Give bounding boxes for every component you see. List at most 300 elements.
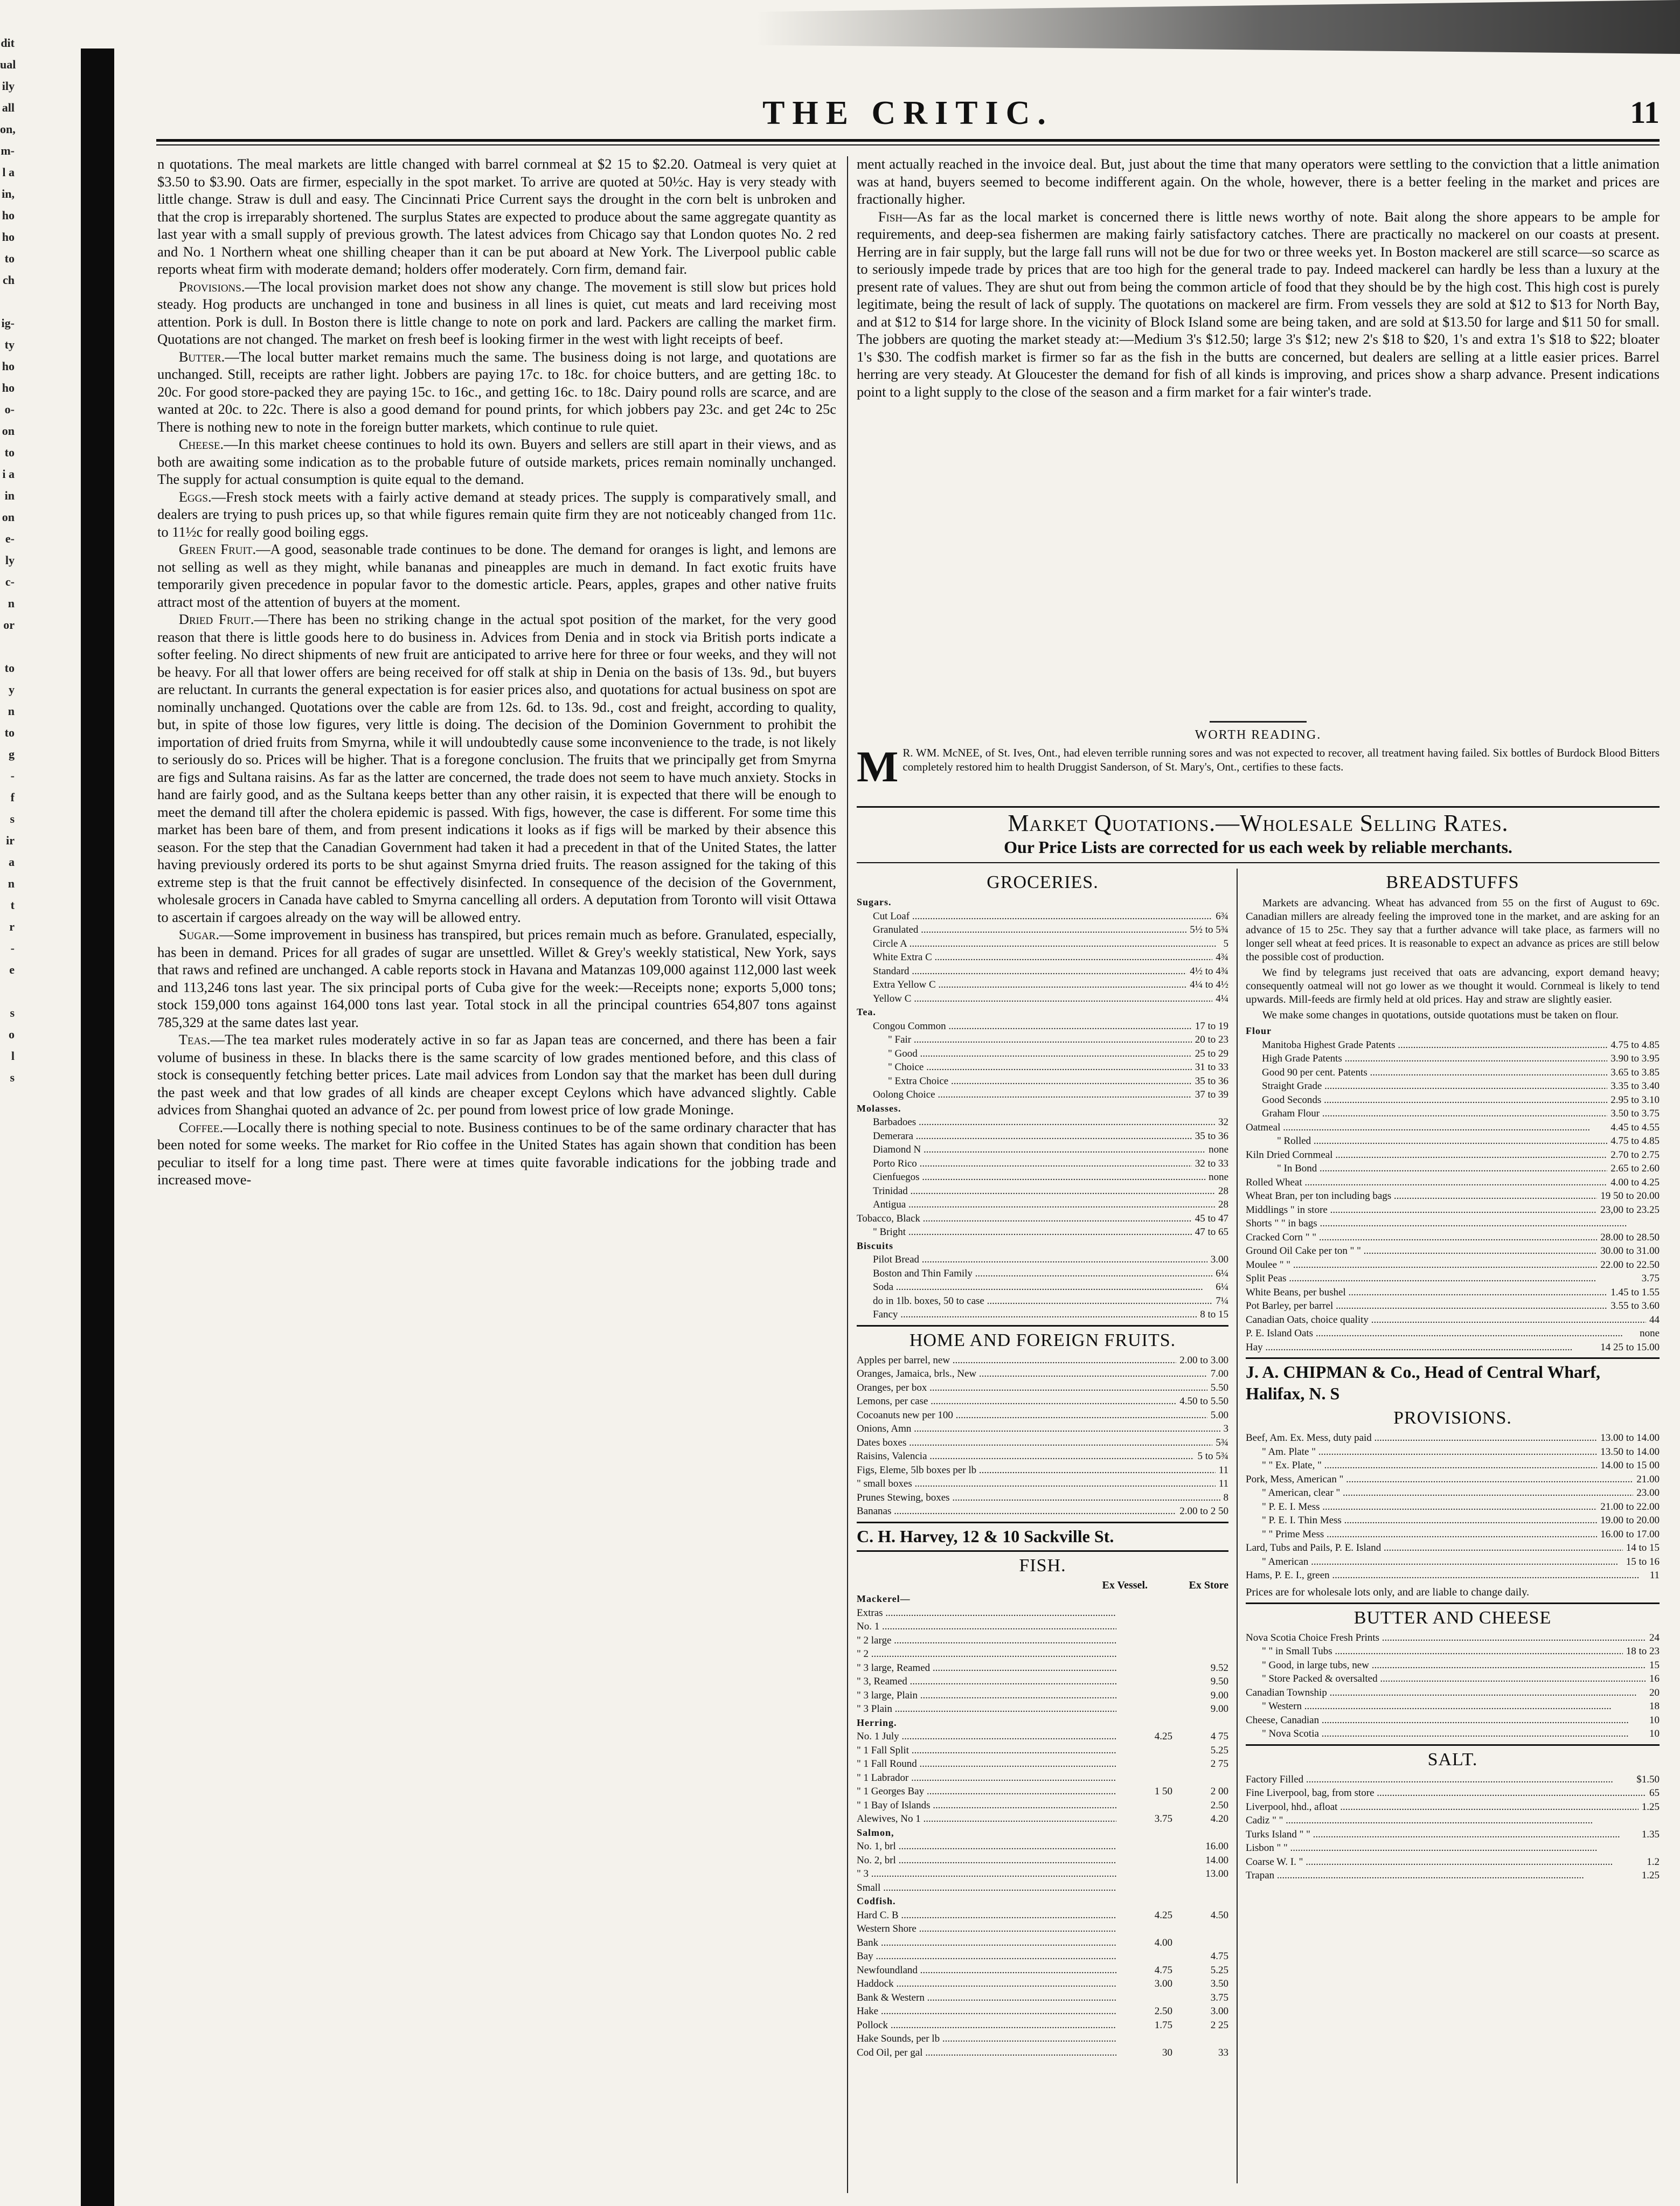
item-price: 11 <box>1218 1464 1228 1476</box>
item-name: Haddock ..... <box>857 1977 1116 1991</box>
item-name: Granulated ..... <box>857 923 1186 937</box>
article-paragraph <box>157 540 836 611</box>
item-name: do in 1lb. boxes, 50 to case ..... <box>857 1294 1212 1308</box>
item-price: 13.00 to 14.00 <box>1600 1432 1660 1444</box>
item-name: Manitoba Highest Grade Patents ..... <box>1246 1038 1607 1052</box>
item-price: 20 <box>1649 1687 1660 1698</box>
item-name: Demerara ..... <box>857 1129 1192 1143</box>
price-ex-store: 4.75 <box>1210 1951 1228 1962</box>
edge-fragment: ly <box>5 553 15 567</box>
butter-heading: BUTTER AND CHEESE <box>1353 1607 1552 1628</box>
item-name: Tobacco, Black ..... <box>857 1212 1192 1226</box>
price-row <box>857 1212 1228 1226</box>
fish-col-vessel: Ex Vessel. <box>1102 1579 1148 1591</box>
item-name: " " Ex. Plate, " ..... <box>1246 1459 1597 1473</box>
item-name: Hams, P. E. I., green ..... <box>1246 1569 1647 1583</box>
paragraph-text: ment actually reached in the invoice deal. But, just about the time that many operators were settling to the conviction that a little animation was at hand, buyers seemed to become indifferent again. On the whole, however, there is a better feeling in the market and prices are fractionally higher. <box>857 156 1660 207</box>
item-name: Onions, Amn ..... <box>857 1422 1220 1436</box>
item-price: 17 to 19 <box>1195 1020 1228 1032</box>
item-name: Apples per barrel, new ..... <box>857 1354 1176 1368</box>
price-row <box>857 1047 1228 1061</box>
fish-col-store: Ex Store <box>1189 1579 1228 1591</box>
price-row <box>1246 1528 1660 1542</box>
item-price: 1.35 <box>1641 1828 1660 1840</box>
price-row <box>1246 1672 1660 1686</box>
item-name: Oolong Choice ..... <box>857 1088 1192 1102</box>
edge-fragment: in, <box>2 187 15 200</box>
section-rule <box>857 1325 1228 1327</box>
item-price: 2.00 to 3.00 <box>1179 1354 1228 1366</box>
price-row <box>1246 1514 1660 1528</box>
item-name: Kiln Dried Cornmeal ..... <box>1246 1148 1607 1162</box>
item-price: 3.90 to 3.95 <box>1610 1053 1660 1064</box>
item-name: Hard C. B ..... <box>857 1909 1116 1923</box>
price-ex-vessel <box>1116 1702 1172 1716</box>
price-row <box>857 1184 1228 1198</box>
item-name: Cocoanuts new per 100 ..... <box>857 1409 1207 1423</box>
paragraph-text: —The local provision market does not show any change. The movement is still slow but prices hold steady. Hog products are unchanged in tone and business in all lines is quiet, cut meats and lard receiving most attention. Pork is dull. In Boston there is little change to note on pork and lard. Packers are calling the market firm. Quotations are not changed. The market on fresh beef is looking firmer in the west with light receipts of beef. <box>157 278 836 347</box>
page-title: THE CRITIC. <box>762 95 1053 131</box>
paragraph-text: —Some improvement in business has transpired, but prices remain much as before. Granulated, especially, has been in demand. Prices for all grades of sugar are unsettled. Willet & Grey's weekly statistical, New York, says that raws and refined are unchanged. A cable reports stock in Havana and Matanzas 109,000 against 112,000 last week and 113,246 tons last year. The six principal ports of Cuba give for the week:—Receipts none; exports 5,000 tons; stock 159,000 tons against 164,000 tons last year. Total stock in all the principal countries 654,807 tons against 785,329 at the same dates last year. <box>157 926 836 1030</box>
item-name: Fancy ..... <box>857 1308 1197 1322</box>
price-row <box>1246 1093 1660 1107</box>
edge-fragment: e- <box>5 532 15 545</box>
price-row <box>857 1294 1228 1308</box>
edge-fragment <box>0 1110 84 1132</box>
item-name: Beef, Am. Ex. Mess, duty paid ..... <box>1246 1431 1597 1445</box>
item-price: 13.50 to 14.00 <box>1600 1446 1660 1458</box>
price-row <box>1246 1148 1660 1162</box>
edge-fragment: g <box>9 747 15 761</box>
article-paragraph <box>157 611 836 926</box>
item-name: Pot Barley, per barrel ..... <box>1246 1299 1607 1313</box>
edge-fragment: ily <box>2 79 15 93</box>
price-row <box>857 1225 1228 1239</box>
price-row <box>1246 1855 1660 1869</box>
item-price: none <box>1209 1144 1228 1155</box>
price-ex-store: 13.00 <box>1205 1868 1228 1879</box>
edge-fragment: ig- <box>1 316 15 330</box>
price-row <box>857 1253 1228 1267</box>
edge-fragment: o <box>9 1028 15 1041</box>
price-row <box>857 1354 1228 1368</box>
ad-text: R. WM. McNEE, of St. Ives, Ont., had eleven terrible running sores and was not expected to recover, all treatment having failed. Six bottles of Burdock Blood Bitters completely restored him to health Druggist Sanderson, of St. Mary's, Ont., certifies to these facts. <box>903 746 1660 773</box>
item-name: " American ..... <box>1246 1555 1623 1569</box>
paragraph-text: —The tea market rules moderately active in so far as Japan teas are concerned, and there has been a fair volume of business in these. In blacks there is the same scarcity of low grades mentioned before, and this class of stock is consequently fetching better prices. Late mail advices from London say that the market has been dull during the past week and that low grades of all kinds are cheaper except Ceylons which have advanced slightly. Cable advices from Shanghai quoted an advance of 2c. per pound from lowest price of low grade Moninge. <box>157 1031 836 1118</box>
breadstuffs-dealer: J. A. CHIPMAN & Co., Head of Central Wharf, Halifax, N. S <box>1246 1357 1660 1404</box>
item-name: No. 2, brl ..... <box>857 1854 1116 1868</box>
item-name: " Western ..... <box>1246 1699 1646 1714</box>
item-price: 20 to 23 <box>1195 1034 1228 1045</box>
price-row <box>857 1936 1228 1950</box>
item-name: " 2 ..... <box>857 1647 1116 1661</box>
price-row <box>1246 1299 1660 1313</box>
price-ex-vessel: 4.75 <box>1154 1964 1172 1976</box>
item-price: 32 to 33 <box>1195 1157 1228 1169</box>
item-name: Moulee " " ..... <box>1246 1258 1597 1272</box>
item-price: 5 to 5¾ <box>1197 1451 1228 1462</box>
item-name: Barbadoes ..... <box>857 1115 1215 1129</box>
price-row <box>1246 1286 1660 1300</box>
item-name: Fine Liverpool, bag, from store ..... <box>1246 1786 1646 1800</box>
price-row <box>857 1840 1228 1854</box>
price-ex-vessel <box>1116 1840 1172 1854</box>
provisions-heading: PROVISIONS. <box>1393 1408 1512 1428</box>
price-ex-vessel <box>1116 1620 1172 1634</box>
item-price: 47 to 65 <box>1195 1226 1228 1238</box>
item-price: 10 <box>1649 1714 1660 1726</box>
item-price: 18 to 23 <box>1626 1646 1660 1657</box>
item-name: " Choice ..... <box>857 1060 1192 1074</box>
item-name: Oranges, per box ..... <box>857 1381 1207 1395</box>
price-row <box>1246 1555 1660 1569</box>
article-paragraph <box>157 1031 836 1119</box>
breadstuffs-list <box>1246 1024 1660 1354</box>
item-price: 6¾ <box>1216 910 1228 922</box>
price-row <box>857 1409 1228 1423</box>
price-row <box>857 1634 1228 1648</box>
item-name: Western Shore ..... <box>857 1922 1116 1936</box>
price-row <box>1246 1500 1660 1514</box>
price-row <box>1246 1272 1660 1286</box>
price-row <box>857 1620 1228 1634</box>
page-number: 11 <box>1630 95 1660 130</box>
item-price: none <box>1209 1171 1228 1183</box>
price-row <box>1246 1134 1660 1148</box>
price-ex-vessel <box>1116 1744 1172 1758</box>
item-name: Nova Scotia Choice Fresh Prints ..... <box>1246 1631 1646 1645</box>
item-price: 4½ to 4¾ <box>1190 965 1228 977</box>
price-row <box>857 1504 1228 1518</box>
item-name: " Store Packed & oversalted ..... <box>1246 1672 1646 1686</box>
price-row <box>1246 1645 1660 1659</box>
price-ex-store: 9.50 <box>1210 1676 1228 1687</box>
price-row <box>1246 1244 1660 1258</box>
item-name: " 1 Fall Round ..... <box>857 1757 1116 1771</box>
price-row <box>1246 1341 1660 1355</box>
item-name: Shorts " " in bags ..... <box>1246 1217 1656 1231</box>
price-row <box>857 1422 1228 1436</box>
item-price: 19 50 to 20.00 <box>1600 1190 1660 1202</box>
item-name: Prunes Stewing, boxes ..... <box>857 1491 1220 1505</box>
item-name: Oranges, Jamaica, brls., New ..... <box>857 1367 1207 1381</box>
item-name: " 3 Plain ..... <box>857 1702 1116 1716</box>
price-ex-store <box>1172 1647 1228 1661</box>
price-row <box>1246 1445 1660 1459</box>
edge-fragment: ho <box>2 359 15 373</box>
price-row <box>857 910 1228 924</box>
item-name: " 1 Fall Split ..... <box>857 1744 1116 1758</box>
section-lead: Provisions. <box>178 278 245 295</box>
item-price: 2.65 to 2.60 <box>1610 1163 1660 1174</box>
section-rule <box>857 1550 1228 1552</box>
price-row <box>1246 1189 1660 1203</box>
category-label: Flour <box>1246 1025 1272 1036</box>
item-name: Cienfuegos ..... <box>857 1170 1205 1184</box>
previous-page-edge-fragments <box>0 32 84 2206</box>
paragraph-text: —As far as the local market is concerned there is little news worthy of note. Bait along the shore appears to be ample for requirements, and deep-sea fishermen are making fairly satisfactory catches. There are practically no mackerel on our coasts at present. Herring are in fair supply, but the large fall runs will not be due for two or three weeks yet. In Boston mackerel are still scarce—so scarce as to seriously impede trade by prices that are too high for the general trade to pay. Indeed mackerel can hardly be less than a luxury at the present rate of values. They are shut out from being the common article of food that they should be by the high cost. This high cost is purely legitimate, being the result of lack of supply. The quotations on mackerel are firm. From vessels they are sold at $12 to $13 for North Bay, and at $12 to $14 for large shore. In the vicinity of Block Island some are being taken, and are sold at $13.50 for large and $11 50 for small. The jobbers are quoting the market steady at:—Medium 3's $12.50; large 3's $12; new 2's $18 to $20, 1's and extra 1's $18 to $22; bloater 1's $30. The codfish market is firmer so far as the fish in the butts are concerned, but dealers are selling at a little easier prices. Barrel herring are very steady. At Gloucester the demand for fish of all kinds is improving, and prices show a sharp advance. Present indications point to a light supply to the close of the season and a firm market for a fair winter's trade. <box>857 208 1660 400</box>
paragraph-text: —A good, seasonable trade continues to be done. The demand for oranges is light, and lemons are not selling as well as they might, while bananas and pineapples are much in demand. In fact exotic fruits have temporarily given precedence in popular favor to the domestic article. Pears, apples, grapes and other native fruits attract most of the attention of buyers at the moment. <box>157 541 837 610</box>
item-name: " P. E. I. Mess ..... <box>1246 1500 1597 1514</box>
edge-fragment: all <box>2 101 15 114</box>
price-row <box>1246 1714 1660 1728</box>
item-price: 10 <box>1649 1728 1660 1739</box>
section-lead: Fish <box>878 208 903 225</box>
item-name: Hake Sounds, per lb ..... <box>857 2032 1116 2046</box>
price-row <box>857 1977 1228 1991</box>
price-row <box>857 1964 1228 1978</box>
item-price <box>1656 1841 1660 1855</box>
price-ex-store: 9.00 <box>1210 1703 1228 1715</box>
price-ex-vessel <box>1116 1991 1172 2005</box>
item-name: Circle A ..... <box>857 937 1220 951</box>
item-price: 8 to 15 <box>1200 1309 1228 1320</box>
price-ex-vessel <box>1116 1661 1172 1675</box>
paragraph-text: —Locally there is nothing special to note. Business continues to be of the same ordinary character that has been noted for some weeks. The market for Rio coffee in the United States has again shown that condition has been peculiar to itself for a long time past. There were at times quite favorable indications for the jobbing trade and increased move- <box>157 1119 836 1188</box>
price-row <box>1246 1038 1660 1052</box>
edge-fragment: to <box>4 661 15 675</box>
price-row <box>857 1449 1228 1463</box>
price-row <box>1246 1121 1660 1135</box>
ad-title: WORTH READING. <box>1195 728 1322 742</box>
item-price: 7.00 <box>1210 1368 1228 1379</box>
article-paragraph <box>157 488 836 541</box>
item-name: Graham Flour ..... <box>1246 1107 1607 1121</box>
edge-fragment <box>0 1132 84 1153</box>
price-ex-vessel: 30 <box>1162 2047 1172 2058</box>
paragraph-text: —In this market cheese continues to hold its own. Buyers and sellers are still apart in their views, and as both are awaiting some indication as to the probable future of outside markets, prices remain nominally unchanged. The supply for actual consumption is quite equal to the demand. <box>157 436 836 487</box>
price-ex-vessel: 1.75 <box>1154 2019 1172 2031</box>
item-name: Hay ..... <box>1246 1341 1597 1355</box>
category-label: Tea. <box>857 1007 876 1017</box>
advertisement-worth-reading <box>857 706 1660 791</box>
price-row <box>857 1702 1228 1716</box>
article-paragraph <box>857 155 1660 208</box>
price-row <box>1246 1631 1660 1645</box>
short-divider <box>1210 721 1307 723</box>
item-name: " Rolled ..... <box>1246 1134 1607 1148</box>
edge-fragment: s <box>10 1071 15 1084</box>
price-row <box>857 1661 1228 1675</box>
edge-fragment: ho <box>2 230 15 244</box>
price-ex-vessel <box>1116 1689 1172 1703</box>
item-price: 4¼ to 4½ <box>1190 979 1228 990</box>
price-row <box>1246 1107 1660 1121</box>
paragraph-text: —Fresh stock meets with a fairly active demand at steady prices. The supply is comparatively small, and dealers are trying to push prices up, so that while figures remain quite firm they are not noticeably changed from 11c. to 11½c for really good boiling eggs. <box>157 488 836 540</box>
price-row <box>1246 1313 1660 1327</box>
section-lead: Sugar. <box>178 926 219 942</box>
item-price: 28.00 to 28.50 <box>1600 1231 1660 1243</box>
item-name: Hake ..... <box>857 2004 1116 2018</box>
item-price: 35 to 36 <box>1195 1130 1228 1142</box>
price-row <box>857 1881 1228 1895</box>
price-ex-store: 14.00 <box>1205 1854 1228 1866</box>
column-right-top <box>857 155 1660 400</box>
item-name: Bay ..... <box>857 1950 1116 1964</box>
item-name: Straight Grade ..... <box>1246 1079 1607 1093</box>
item-price: 3.65 to 3.85 <box>1610 1066 1660 1078</box>
item-price: 4.75 to 4.85 <box>1610 1039 1660 1051</box>
article-paragraph <box>157 1119 836 1189</box>
item-name: Split Peas ..... <box>1246 1272 1639 1286</box>
breadstuffs-report: Markets are advancing. Wheat has advanced from 55 on the first of August to 69c. Canadian millers are already feeling the improved tone in the market, and are asking for an advance of 15 to 25c. They say that a further advance will take place, as farmers will no longer sell wheat at feed prices. It is reasonable to expect an advance as prices are still below the possible cost of production. <box>1246 897 1660 963</box>
breadstuffs-report-3: We make some changes in quotations, outside quotations must be taken on flour. <box>1262 1009 1619 1021</box>
item-price: 4.50 to 5.50 <box>1179 1396 1228 1407</box>
price-row <box>857 1854 1228 1868</box>
item-name: Wheat Bran, per ton including bags ..... <box>1246 1189 1597 1203</box>
edge-fragment: i a <box>2 467 15 481</box>
market-subtitle: Our Price Lists are corrected for us each week by reliable merchants. <box>1004 837 1512 857</box>
item-name: Cod Oil, per gal ..... <box>857 2046 1116 2060</box>
market-top-rule <box>857 806 1660 808</box>
item-price: 11 <box>1218 1478 1228 1489</box>
price-ex-vessel: 4.00 <box>1154 1937 1172 1948</box>
price-row <box>857 1909 1228 1923</box>
article-paragraph <box>157 155 836 278</box>
breadstuffs-heading: BREADSTUFFS <box>1386 872 1519 892</box>
price-row <box>857 1060 1228 1074</box>
price-row <box>857 1170 1228 1184</box>
fruits-dealer: C. H. Harvey, 12 & 10 Sackville St. <box>857 1522 1228 1547</box>
item-price: 14 25 to 15.00 <box>1600 1341 1660 1353</box>
item-name: " small boxes ..... <box>857 1477 1216 1491</box>
price-row <box>857 1198 1228 1212</box>
price-ex-store: 16.00 <box>1205 1841 1228 1852</box>
salt-list <box>1246 1773 1660 1883</box>
item-price <box>1656 1814 1660 1828</box>
section-lead: Cheese. <box>178 436 224 452</box>
edge-fragment: s <box>10 812 15 825</box>
price-row <box>1246 1814 1660 1828</box>
paragraph-text: —There has been no striking change in the actual spot position of the market, for the very good reason that there is little goods here to do business in. Advices from Denia and in stock via British ports indicate a softer feeling. No direct shipments of new fruit are anticipated to arrive here for three or four weeks, and they will not be heavy. For all that lower offers are being received for off stalk at ship in Denia on the basis of 13s. 9d., but buyers are reluctant. In currants the general expectation is for easier prices also, and quotations for actual business on spot are nominally unchanged. Quotations over the cable are from 12s. 6d. to 13s. 9d., cost and freight, according to quality, but, in spite of those low figures, very little is doing. The decision of the Dominion Government to prohibit the importation of dried fruits from Smyrna, while it will undoubtedly cause some inconvenience to the trade, is not likely to seriously do so. Prices will be higher. That is a foregone conclusion. The fruits that we principally get from Smyrna are figs and Sultana raisins. As far as the latter are concerned, the trade does not seem to have much anxiety. Stocks in hand are fairly good, and as the Sultana keeps better than any other raisin, it is expected that there will be enough to meet the demand till after the cholera epidemic is passed. With figs, however, the case is different. For some time this market has been bare of them, and from present indications it looks as if figs will be marked by their absence this season. For the step that the Canadian Government had taken it had a precedent in that of the United States, the latter having previously ordered its ports to be shut against Smyrna dried fruits. The reason assigned for the taking of this extreme step is that the fruit cannot be effectively disinfected. In consequence of the decision of the Government, wholesale grocers in Canada have cabled to Smyrna cancelling all orders. A deputation from Toronto will visit Ottawa to ascertain if cargoes already on the way will be allowed entry. <box>157 611 837 925</box>
edge-fragment: on <box>2 510 15 524</box>
price-column-left <box>857 869 1228 2059</box>
item-name: Antigua ..... <box>857 1198 1215 1212</box>
fish-list <box>857 1592 1228 2059</box>
price-row <box>857 1088 1228 1102</box>
price-row <box>1246 1217 1660 1231</box>
price-row <box>1246 1162 1660 1176</box>
edge-fragment: or <box>3 618 15 632</box>
price-row <box>1246 1052 1660 1066</box>
edge-fragment: ty <box>4 338 15 351</box>
edge-fragment: t <box>10 898 15 912</box>
price-row <box>857 1771 1228 1785</box>
price-ex-vessel <box>1116 2032 1172 2046</box>
price-row <box>857 1074 1228 1088</box>
price-row <box>1246 1203 1660 1217</box>
edge-fragment: ho <box>2 381 15 394</box>
edge-fragment: ir <box>6 834 15 847</box>
price-ex-vessel: 3.00 <box>1154 1978 1172 1989</box>
edge-fragment: c- <box>5 575 15 588</box>
section-lead: Butter. <box>178 348 225 365</box>
item-name: Cheese, Canadian ..... <box>1246 1714 1646 1728</box>
item-price: 5½ to 5¾ <box>1190 924 1228 935</box>
price-column-right <box>1246 869 1660 1883</box>
price-ex-vessel <box>1116 1799 1172 1813</box>
section-rule <box>1246 1603 1660 1604</box>
item-name: Yellow C ..... <box>857 992 1212 1006</box>
edge-fragment: on, <box>0 122 16 136</box>
item-name: Good 90 per cent. Patents ..... <box>1246 1066 1607 1080</box>
price-row <box>1246 1800 1660 1814</box>
edge-fragment: o- <box>4 403 15 416</box>
price-row <box>1246 1773 1660 1787</box>
page-header <box>156 94 1660 137</box>
item-price: 16 <box>1649 1673 1660 1684</box>
item-price: 1.45 to 1.55 <box>1610 1286 1660 1298</box>
price-row <box>1246 1066 1660 1080</box>
price-row <box>857 1019 1228 1033</box>
price-ex-store: 2 75 <box>1210 1758 1228 1770</box>
price-row <box>1246 1473 1660 1487</box>
price-row <box>857 1991 1228 2005</box>
item-price: 15 <box>1649 1659 1660 1671</box>
price-row <box>1246 1486 1660 1500</box>
item-name: Lemons, per case ..... <box>857 1395 1176 1409</box>
item-name: " In Bond ..... <box>1246 1162 1607 1176</box>
header-rule-thin <box>156 144 1660 145</box>
item-name: Cracked Corn " " ..... <box>1246 1231 1597 1245</box>
item-price: 37 to 39 <box>1195 1089 1228 1100</box>
item-name: " 3 ..... <box>857 1867 1116 1881</box>
price-ex-store: 9.00 <box>1210 1689 1228 1701</box>
price-row <box>1246 1079 1660 1093</box>
price-ex-store: 4.20 <box>1210 1813 1228 1825</box>
edge-fragment: ch <box>3 273 15 287</box>
item-price: 23.00 <box>1636 1487 1660 1499</box>
item-name: Diamond N ..... <box>857 1143 1205 1157</box>
item-name: Ground Oil Cake per ton " " ..... <box>1246 1244 1597 1258</box>
item-name: Small ..... <box>857 1881 1116 1895</box>
price-ex-vessel <box>1116 1950 1172 1964</box>
item-name: Oatmeal ..... <box>1246 1121 1607 1135</box>
item-name: Figs, Eleme, 5lb boxes per lb ..... <box>857 1463 1216 1477</box>
price-ex-vessel <box>1116 1867 1172 1881</box>
item-name: White Beans, per bushel ..... <box>1246 1286 1607 1300</box>
item-price: 25 to 29 <box>1195 1047 1228 1059</box>
price-row <box>857 1922 1228 1936</box>
price-row <box>857 1280 1228 1294</box>
price-ex-store: 4 75 <box>1210 1731 1228 1742</box>
item-name: " 3 large, Plain ..... <box>857 1689 1116 1703</box>
price-ex-vessel <box>1116 1606 1172 1620</box>
item-price: 35 to 36 <box>1195 1075 1228 1087</box>
fish-heading: FISH. <box>1019 1555 1066 1576</box>
item-price: 1.25 <box>1641 1870 1660 1881</box>
edge-fragment <box>0 981 84 1002</box>
price-row <box>857 1115 1228 1129</box>
item-name: No. 1, brl ..... <box>857 1840 1116 1854</box>
price-row <box>857 1491 1228 1505</box>
price-row <box>1246 1327 1660 1341</box>
article-paragraph <box>857 208 1660 401</box>
edge-fragment: f <box>10 790 15 804</box>
edge-fragment: m- <box>1 144 15 157</box>
item-price: 45 to 47 <box>1195 1212 1228 1224</box>
edge-fragment: dit <box>1 36 15 50</box>
price-row <box>857 1436 1228 1450</box>
item-price: 6¼ <box>1216 1267 1228 1279</box>
price-ex-vessel <box>1116 1771 1172 1785</box>
price-row <box>1246 1258 1660 1272</box>
price-row <box>857 1606 1228 1620</box>
item-name: Extra Yellow C ..... <box>857 978 1186 992</box>
item-price: 2.95 to 3.10 <box>1610 1094 1660 1106</box>
category-label: Molasses. <box>857 1102 901 1114</box>
edge-fragment: l a <box>2 165 15 179</box>
